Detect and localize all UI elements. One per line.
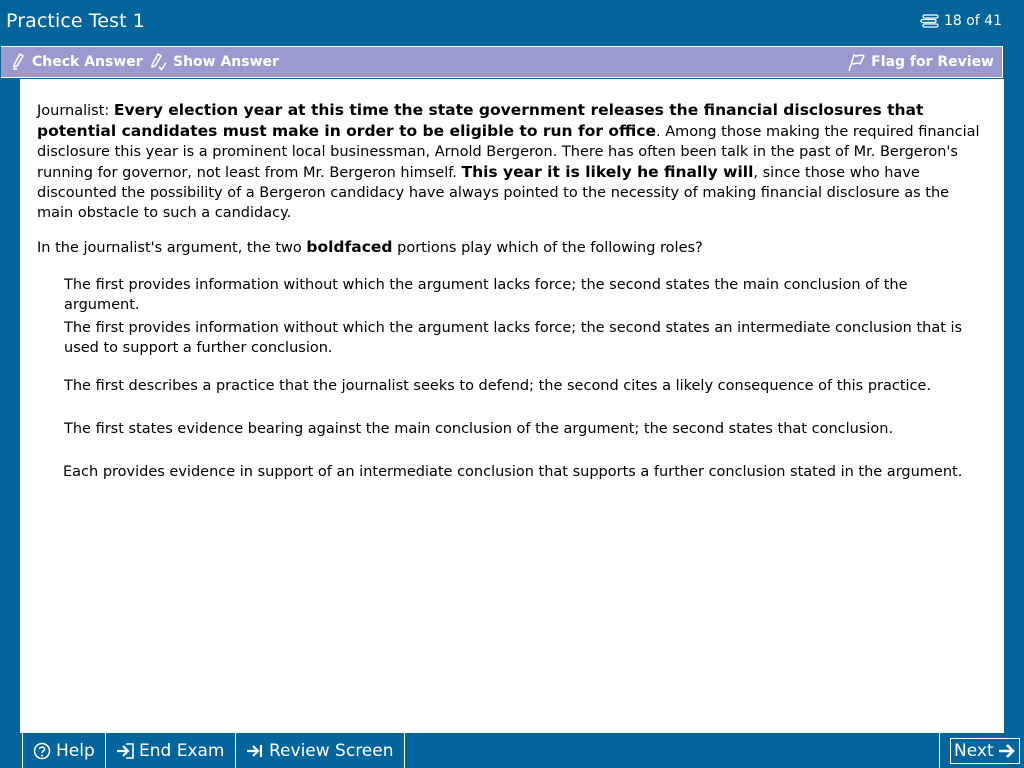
review-screen-label: Review Screen	[269, 740, 394, 761]
question-pre: In the journalist's argument, the two	[37, 240, 307, 256]
end-exam-arrow-icon	[116, 743, 134, 759]
help-circle-icon	[33, 742, 51, 760]
answer-choice-e[interactable]: Each provides evidence in support of an intermediate conclusion that supports a further conclusion stated in the argument.	[63, 464, 963, 480]
question-progress	[920, 13, 1002, 29]
answer-choice-d[interactable]: The first states evidence bearing against the main conclusion of the argument; the second states that conclusion.	[64, 421, 894, 437]
help-button[interactable]	[22, 733, 106, 768]
review-screen-button[interactable]	[235, 733, 405, 768]
boldface-portion-1: Every election year at this time the state government releases the financial disclosures that potential candidates must make in order to be eligible to run for office	[37, 101, 924, 140]
next-button-frame	[950, 738, 1020, 764]
question-stem	[37, 237, 987, 258]
next-button[interactable]	[939, 733, 1024, 768]
flag-icon	[846, 52, 866, 72]
progress-text: 18 of 41	[943, 13, 1002, 29]
review-arrow-icon	[246, 743, 264, 759]
question-post: portions play which of the following roles?	[392, 240, 703, 256]
end-exam-label: End Exam	[139, 740, 225, 761]
flag-for-review-button[interactable]	[846, 47, 994, 77]
end-exam-button[interactable]	[105, 733, 236, 768]
show-answer-button[interactable]	[150, 47, 279, 77]
check-answer-button[interactable]	[11, 47, 143, 77]
check-pencil-icon	[11, 53, 27, 71]
stack-icon	[920, 14, 940, 28]
boldface-portion-2: This year it is likely he finally will	[461, 163, 754, 181]
next-arrow-icon	[998, 743, 1016, 759]
next-label: Next	[954, 740, 994, 761]
check-answer-label: Check Answer	[32, 54, 143, 70]
question-bold: boldfaced	[306, 238, 393, 256]
answer-choice-c[interactable]: The first describes a practice that the journalist seeks to defend; the second cites a likely consequence of this practice.	[64, 378, 932, 394]
question-content	[20, 79, 1004, 733]
passage-end: , since those who have discounted the possibility of a Bergeron candidacy have always pointed to the necessity of making financial disclosure as the main obstacle to such a candidacy.	[37, 165, 950, 221]
answer-choice-b[interactable]: The first provides information without which the argument lacks force; the second states an intermediate conclusion that is used to support a further conclusion.	[64, 320, 963, 356]
passage	[37, 100, 987, 223]
passage-intro: Journalist:	[37, 103, 114, 119]
title-bar	[0, 0, 1024, 45]
toolbar	[1, 46, 1003, 78]
answer-choice-a[interactable]: The first provides information without which the argument lacks force; the second states the main conclusion of the argument.	[64, 277, 908, 313]
flag-for-review-label: Flag for Review	[871, 54, 994, 70]
passage-middle: . Among those making the required financial disclosure this year is a prominent local businessman, Arnold Bergeron. There has often been talk in the past of Mr. Bergeron's running for governor, not least from Mr. Bergeron himself.	[37, 124, 980, 181]
show-answer-label: Show Answer	[173, 54, 279, 70]
app-title: Practice Test 1	[6, 10, 145, 32]
show-answer-icon	[150, 53, 168, 71]
bottom-bar	[0, 733, 1024, 768]
help-label: Help	[56, 740, 95, 761]
